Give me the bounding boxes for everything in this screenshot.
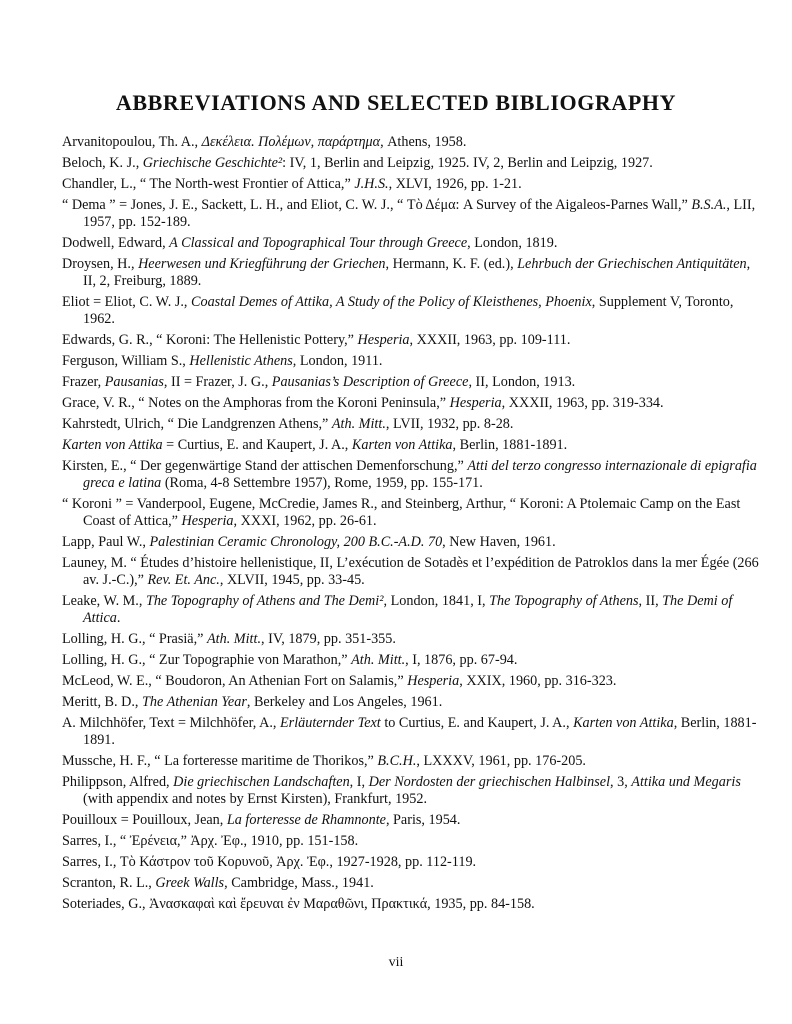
entry-text: , London, 1819. [467, 235, 558, 251]
entry-text: , Paris, 1954. [385, 812, 461, 828]
bibliography-entry [62, 694, 762, 711]
entry-italic-text: Heerwesen und Kriegführung der Griechen [138, 256, 386, 272]
entry-text: (Roma, 4-8 Settembre 1957), Rome, 1959, pp. 155-171. [161, 475, 483, 491]
entry-text: , XXXI, 1962, pp. 26-61. [233, 513, 377, 529]
entry-italic-text: Pausanias’s Description of Greece [271, 374, 469, 390]
bibliography-entry [62, 155, 762, 172]
entry-text: Lolling, H. G., “ Zur Topographie von Marathon,” [62, 652, 352, 668]
bibliography-entry [62, 854, 762, 871]
entry-italic-text: The Topography of Athens and The Demi² [145, 593, 384, 609]
entry-italic-text: Ath. Mitt. [207, 631, 261, 647]
page-title: ABBREVIATIONS AND SELECTED BIBLIOGRAPHY [115, 90, 677, 115]
bibliography-entry [62, 437, 762, 454]
bibliography-entry [62, 833, 762, 850]
entry-text: , II, [638, 593, 663, 609]
bibliography-entry [62, 496, 762, 530]
entry-text: , II, London, 1913. [468, 374, 576, 390]
bibliography-entry [62, 374, 762, 391]
entry-text: , Cambridge, Mass., 1941. [224, 875, 374, 891]
bibliography-entry [62, 593, 762, 627]
entry-italic-text: Hellenistic Athens [189, 353, 293, 369]
entry-italic-text: Karten von Attika [573, 715, 674, 731]
entry-italic-text: Δεκέλεια. Πολέμων, παράρτημα [201, 134, 381, 150]
entry-text: Chandler, L., “ The North-west Frontier of Attica,” [62, 176, 355, 192]
bibliography-entry [62, 256, 762, 290]
bibliography-entry [62, 176, 762, 193]
entry-italic-text: Hesperia [407, 673, 460, 689]
entry-text: “ Koroni ” = Vanderpool, Eugene, McCredie, James R., and Steinberg, Arthur, “ Koroni: A Ptolemaic Camp on the East Coast of Attica,” [62, 496, 741, 529]
entry-text: Eliot = Eliot, C. W. J., [62, 294, 192, 310]
entry-text: , Athens, 1958. [380, 134, 467, 150]
entry-text: Lapp, Paul W., [62, 534, 150, 550]
entry-text: “ Dema ” = Jones, J. E., Sackett, L. H., and Eliot, C. W. J., “ Τὸ Δέμα: A Survey of the Aigaleos-Parnes Wall,” [62, 197, 692, 213]
entry-italic-text: Erläuternder Text [280, 715, 381, 731]
entry-text: Leake, W. M., [62, 593, 146, 609]
entry-italic-text: B.S.A. [691, 197, 727, 213]
entry-text: McLeod, W. E., “ Boudoron, An Athenian Fort on Salamis,” [62, 673, 408, 689]
entry-text: , New Haven, 1961. [442, 534, 556, 550]
entry-text: , Supplement V, Toronto, 1962. [83, 294, 734, 327]
bibliography-entry [62, 875, 762, 892]
bibliography-entry [62, 673, 762, 690]
entry-text: , XXIX, 1960, pp. 316-323. [459, 673, 617, 689]
entry-italic-text: La forteresse de Rhamnonte [226, 812, 386, 828]
entry-italic-text: The Athenian Year [142, 694, 247, 710]
entry-italic-text: Hesperia [181, 513, 234, 529]
entry-italic-text: Atti del terzo congresso internazionale di epigrafia greca e latina [83, 458, 757, 491]
entry-text: Sarres, I., “ Ἐρένεια,” Ἀρχ. Ἐφ., 1910, pp. 151-158. [62, 833, 359, 849]
entry-italic-text: B.C.H. [377, 753, 417, 769]
entry-italic-text: Hesperia [449, 395, 502, 411]
bibliography-entry [62, 715, 762, 749]
entry-text: , I, [349, 774, 369, 790]
entry-text: Edwards, G. R., “ Koroni: The Hellenistic Pottery,” [62, 332, 358, 348]
entry-text: , XLVII, 1945, pp. 33-45. [219, 572, 365, 588]
entry-text: Soteriades, G., Ἀνασκαφαὶ καὶ ἔρευναι ἐν Μαραθῶνι, Πρακτικά, 1935, pp. 84-158. [62, 896, 535, 912]
entry-text: Pouilloux = Pouilloux, Jean, [62, 812, 227, 828]
entry-text: Kahrstedt, Ulrich, “ Die Landgrenzen Athens,” [62, 416, 332, 432]
entry-text: , II = Frazer, J. G., [163, 374, 272, 390]
entry-text: , London, 1911. [292, 353, 383, 369]
entry-italic-text: A Classical and Topographical Tour through Greece [169, 235, 468, 251]
entry-text: , LVII, 1932, pp. 8-28. [385, 416, 514, 432]
entry-text: Frazer, [62, 374, 105, 390]
entry-text: , IV, 1879, pp. 351-355. [261, 631, 396, 647]
entry-text: , II, 2, Freiburg, 1889. [83, 256, 751, 289]
entry-text: , 3, [610, 774, 632, 790]
entry-italic-text: Karten von Attika [351, 437, 453, 453]
entry-text: , Hermann, K. F. (ed.), [385, 256, 518, 272]
entry-italic-text: Greek Walls [155, 875, 225, 891]
entry-text: , I, 1876, pp. 67-94. [405, 652, 518, 668]
entry-italic-text: The Demi of Attica [83, 593, 733, 626]
entry-text: Droysen, H., [62, 256, 139, 272]
bibliography-entry [62, 753, 762, 770]
bibliography-entry [62, 555, 762, 589]
entry-text: , LXXXV, 1961, pp. 176-205. [416, 753, 586, 769]
entry-text: (with appendix and notes by Ernst Kirsten), Frankfurt, 1952. [83, 791, 427, 807]
bibliography-entry [62, 332, 762, 349]
entry-italic-text: Die griechischen Landschaften [173, 774, 350, 790]
entry-text: Beloch, K. J., [62, 155, 143, 171]
bibliography-list [62, 134, 762, 917]
entry-text: Meritt, B. D., [62, 694, 142, 710]
entry-text: : IV, 1, Berlin and Leipzig, 1925. IV, 2, Berlin and Leipzig, 1927. [282, 155, 653, 171]
entry-text: , XLVI, 1926, pp. 1-21. [388, 176, 522, 192]
entry-text: Kirsten, E., “ Der gegenwärtige Stand der attischen Demenforschung,” [62, 458, 468, 474]
entry-text: Philippson, Alfred, [62, 774, 174, 790]
page-number: vii [388, 955, 404, 970]
entry-italic-text: The Topography of Athens [489, 593, 639, 609]
entry-text: , Berlin, 1881-1891. [83, 715, 757, 748]
entry-text: A. Milchhöfer, Text = Milchhöfer, A., [62, 715, 280, 731]
entry-text: , LII, 1957, pp. 152-189. [83, 197, 756, 230]
entry-italic-text: Der Nordosten der griechischen Halbinsel [368, 774, 611, 790]
bibliography-entry [62, 652, 762, 669]
entry-text: Lolling, H. G., “ Prasiä,” [62, 631, 207, 647]
entry-italic-text: Karten von Attika [62, 437, 163, 453]
bibliography-entry [62, 353, 762, 370]
entry-text: , XXXII, 1963, pp. 319-334. [501, 395, 664, 411]
entry-text: Grace, V. R., “ Notes on the Amphoras from the Koroni Peninsula,” [62, 395, 450, 411]
bibliography-entry [62, 774, 762, 808]
entry-italic-text: Palestinian Ceramic Chronology, 200 B.C.-A.D. 70 [149, 534, 443, 550]
entry-italic-text: J.H.S. [354, 176, 389, 192]
bibliography-entry [62, 395, 762, 412]
entry-text: to Curtius, E. and Kaupert, J. A., [380, 715, 574, 731]
entry-text: Mussche, H. F., “ La forteresse maritime de Thorikos,” [62, 753, 378, 769]
entry-italic-text: Hesperia [357, 332, 410, 348]
entry-italic-text: Pausanias [104, 374, 164, 390]
entry-italic-text: Lehrbuch der Griechischen Antiquitäten [517, 256, 747, 272]
bibliography-entry [62, 235, 762, 252]
entry-text: , London, 1841, I, [383, 593, 490, 609]
bibliography-entry [62, 134, 762, 151]
entry-text: , Berkeley and Los Angeles, 1961. [246, 694, 443, 710]
entry-italic-text: Griechische Geschichte² [142, 155, 283, 171]
entry-text: Dodwell, Edward, [62, 235, 170, 251]
entry-text: , Berlin, 1881-1891. [452, 437, 568, 453]
entry-text: Arvanitopoulou, Th. A., [62, 134, 202, 150]
entry-text: Launey, M. “ Études d’histoire hellenistique, II, L’exécution de Sotadès et l’expédition de Patroklos dans la mer Égée (266 av. J.-C.),” [62, 555, 759, 588]
entry-text: = Curtius, E. and Kaupert, J. A., [162, 437, 352, 453]
entry-italic-text: Ath. Mitt. [331, 416, 386, 432]
bibliography-entry [62, 197, 762, 231]
bibliography-entry [62, 294, 762, 328]
entry-text: Sarres, I., Τὸ Κάστρον τοῦ Κορυνοῦ, Ἀρχ. Ἐφ., 1927-1928, pp. 112-119. [62, 854, 477, 870]
entry-text: , XXXII, 1963, pp. 109-111. [409, 332, 571, 348]
entry-italic-text: Rev. Et. Anc. [147, 572, 220, 588]
bibliography-entry [62, 896, 762, 913]
bibliography-entry [62, 812, 762, 829]
entry-text: Scranton, R. L., [62, 875, 156, 891]
bibliography-entry [62, 631, 762, 648]
entry-text: Ferguson, William S., [62, 353, 190, 369]
entry-italic-text: Ath. Mitt. [351, 652, 406, 668]
bibliography-entry [62, 458, 762, 492]
entry-italic-text: Attika und Megaris [631, 774, 741, 790]
bibliography-entry [62, 534, 762, 551]
entry-italic-text: Coastal Demes of Attika, A Study of the Policy of Kleisthenes, Phoenix [191, 294, 592, 310]
bibliography-entry [62, 416, 762, 433]
entry-text: . [116, 610, 121, 626]
